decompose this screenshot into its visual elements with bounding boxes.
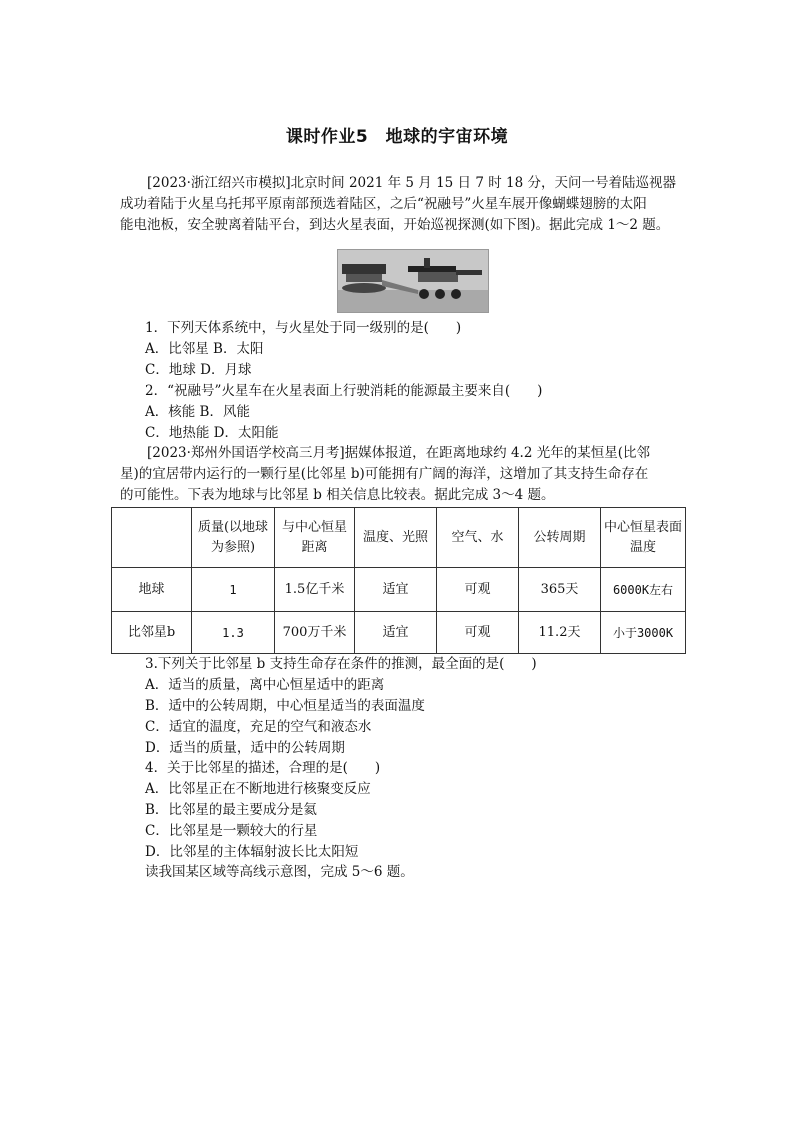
q4-option-d: D．比邻星的主体辐射波长比太阳短 (145, 844, 359, 860)
q4-option-a: A．比邻星正在不断地进行核聚变反应 (145, 781, 371, 797)
page-title: 课时作业5 地球的宇宙环境 (285, 127, 509, 147)
table-cell: 比邻星b (112, 612, 192, 654)
table-cell: 适宜 (355, 612, 437, 654)
table-row (112, 568, 686, 612)
q1-options-cd: C．地球 D．月球 (145, 362, 252, 378)
intro1-line-1: [2023·浙江绍兴市模拟]北京时间 2021 年 5 月 15 日 7 时 18 分，天问一号着陆巡视器 (147, 175, 676, 191)
table-header-cell: 质量(以地球为参照) (192, 508, 275, 568)
intro2-line-3: 的可能性。下表为地球与比邻星 b 相关信息比较表。据此完成 3～4 题。 (120, 487, 555, 503)
table-cell: 365天 (519, 568, 601, 612)
q3-option-a: A．适当的质量，离中心恒星适中的距离 (145, 677, 385, 693)
rover-illustration (338, 250, 488, 312)
table-cell: 700万千米 (275, 612, 355, 654)
q2-options-cd: C．地热能 D．太阳能 (145, 425, 279, 441)
q4-stem: 4．关于比邻星的描述，合理的是( ) (145, 760, 381, 776)
q2-options-ab: A．核能 B．风能 (145, 404, 250, 420)
table-header-cell (112, 508, 192, 568)
table-cell: 6000K左右 (601, 568, 686, 612)
table-cell: 1.5亿千米 (275, 568, 355, 612)
table-header-cell: 温度、光照 (355, 508, 437, 568)
intro2-line-2: 星)的宜居带内运行的一颗行星(比邻星 b)可能拥有广阔的海洋，这增加了其支持生命存在 (120, 466, 649, 482)
q4-option-b: B．比邻星的最主要成分是氦 (145, 802, 317, 818)
intro-paragraph-2 (120, 443, 685, 506)
table-header-cell: 中心恒星表面温度 (601, 508, 686, 568)
table-cell: 地球 (112, 568, 192, 612)
table-row (112, 612, 686, 654)
table-cell: 11.2天 (519, 612, 601, 654)
table-header-row (112, 508, 686, 568)
q3-option-c: C．适宜的温度，充足的空气和液态水 (145, 719, 372, 735)
intro2-line-1: [2023·郑州外国语学校高三月考]据媒体报道，在距离地球约 4.2 光年的某恒星(比邻 (147, 445, 650, 461)
table-cell: 小于3000K (601, 612, 686, 654)
mars-rover-photo (337, 249, 489, 313)
q3-option-b: B．适中的公转周期，中心恒星适当的表面温度 (145, 698, 425, 714)
outro-text: 读我国某区域等高线示意图，完成 5～6 题。 (145, 864, 414, 880)
comparison-table (111, 507, 686, 654)
intro1-line-2: 成功着陆于火星乌托邦平原南部预选着陆区，之后“祝融号”火星车展开像蝴蝶翅膀的太阳 (120, 196, 647, 212)
table-cell: 可观 (437, 612, 519, 654)
table-cell: 1.3 (192, 612, 275, 654)
q4-option-c: C．比邻星是一颗较大的行星 (145, 823, 318, 839)
q2-stem: 2．“祝融号”火星车在火星表面上行驶消耗的能源最主要来自( ) (145, 383, 543, 399)
table-cell: 可观 (437, 568, 519, 612)
q1-stem: 1．下列天体系统中，与火星处于同一级别的是( ) (145, 320, 462, 336)
table-cell: 1 (192, 568, 275, 612)
intro-paragraph-1 (120, 173, 685, 236)
q3-stem: 3.下列关于比邻星 b 支持生命存在条件的推测，最全面的是( ) (145, 656, 537, 672)
intro1-line-3: 能电池板，安全驶离着陆平台，到达火星表面，开始巡视探测(如下图)。据此完成 1～2 题。 (120, 217, 670, 233)
table-header-cell: 空气、水 (437, 508, 519, 568)
table-header-cell: 公转周期 (519, 508, 601, 568)
q3-option-d: D．适当的质量，适中的公转周期 (145, 740, 345, 756)
table-header-cell: 与中心恒星距离 (275, 508, 355, 568)
table-cell: 适宜 (355, 568, 437, 612)
q1-options-ab: A．比邻星 B．太阳 (145, 341, 264, 357)
